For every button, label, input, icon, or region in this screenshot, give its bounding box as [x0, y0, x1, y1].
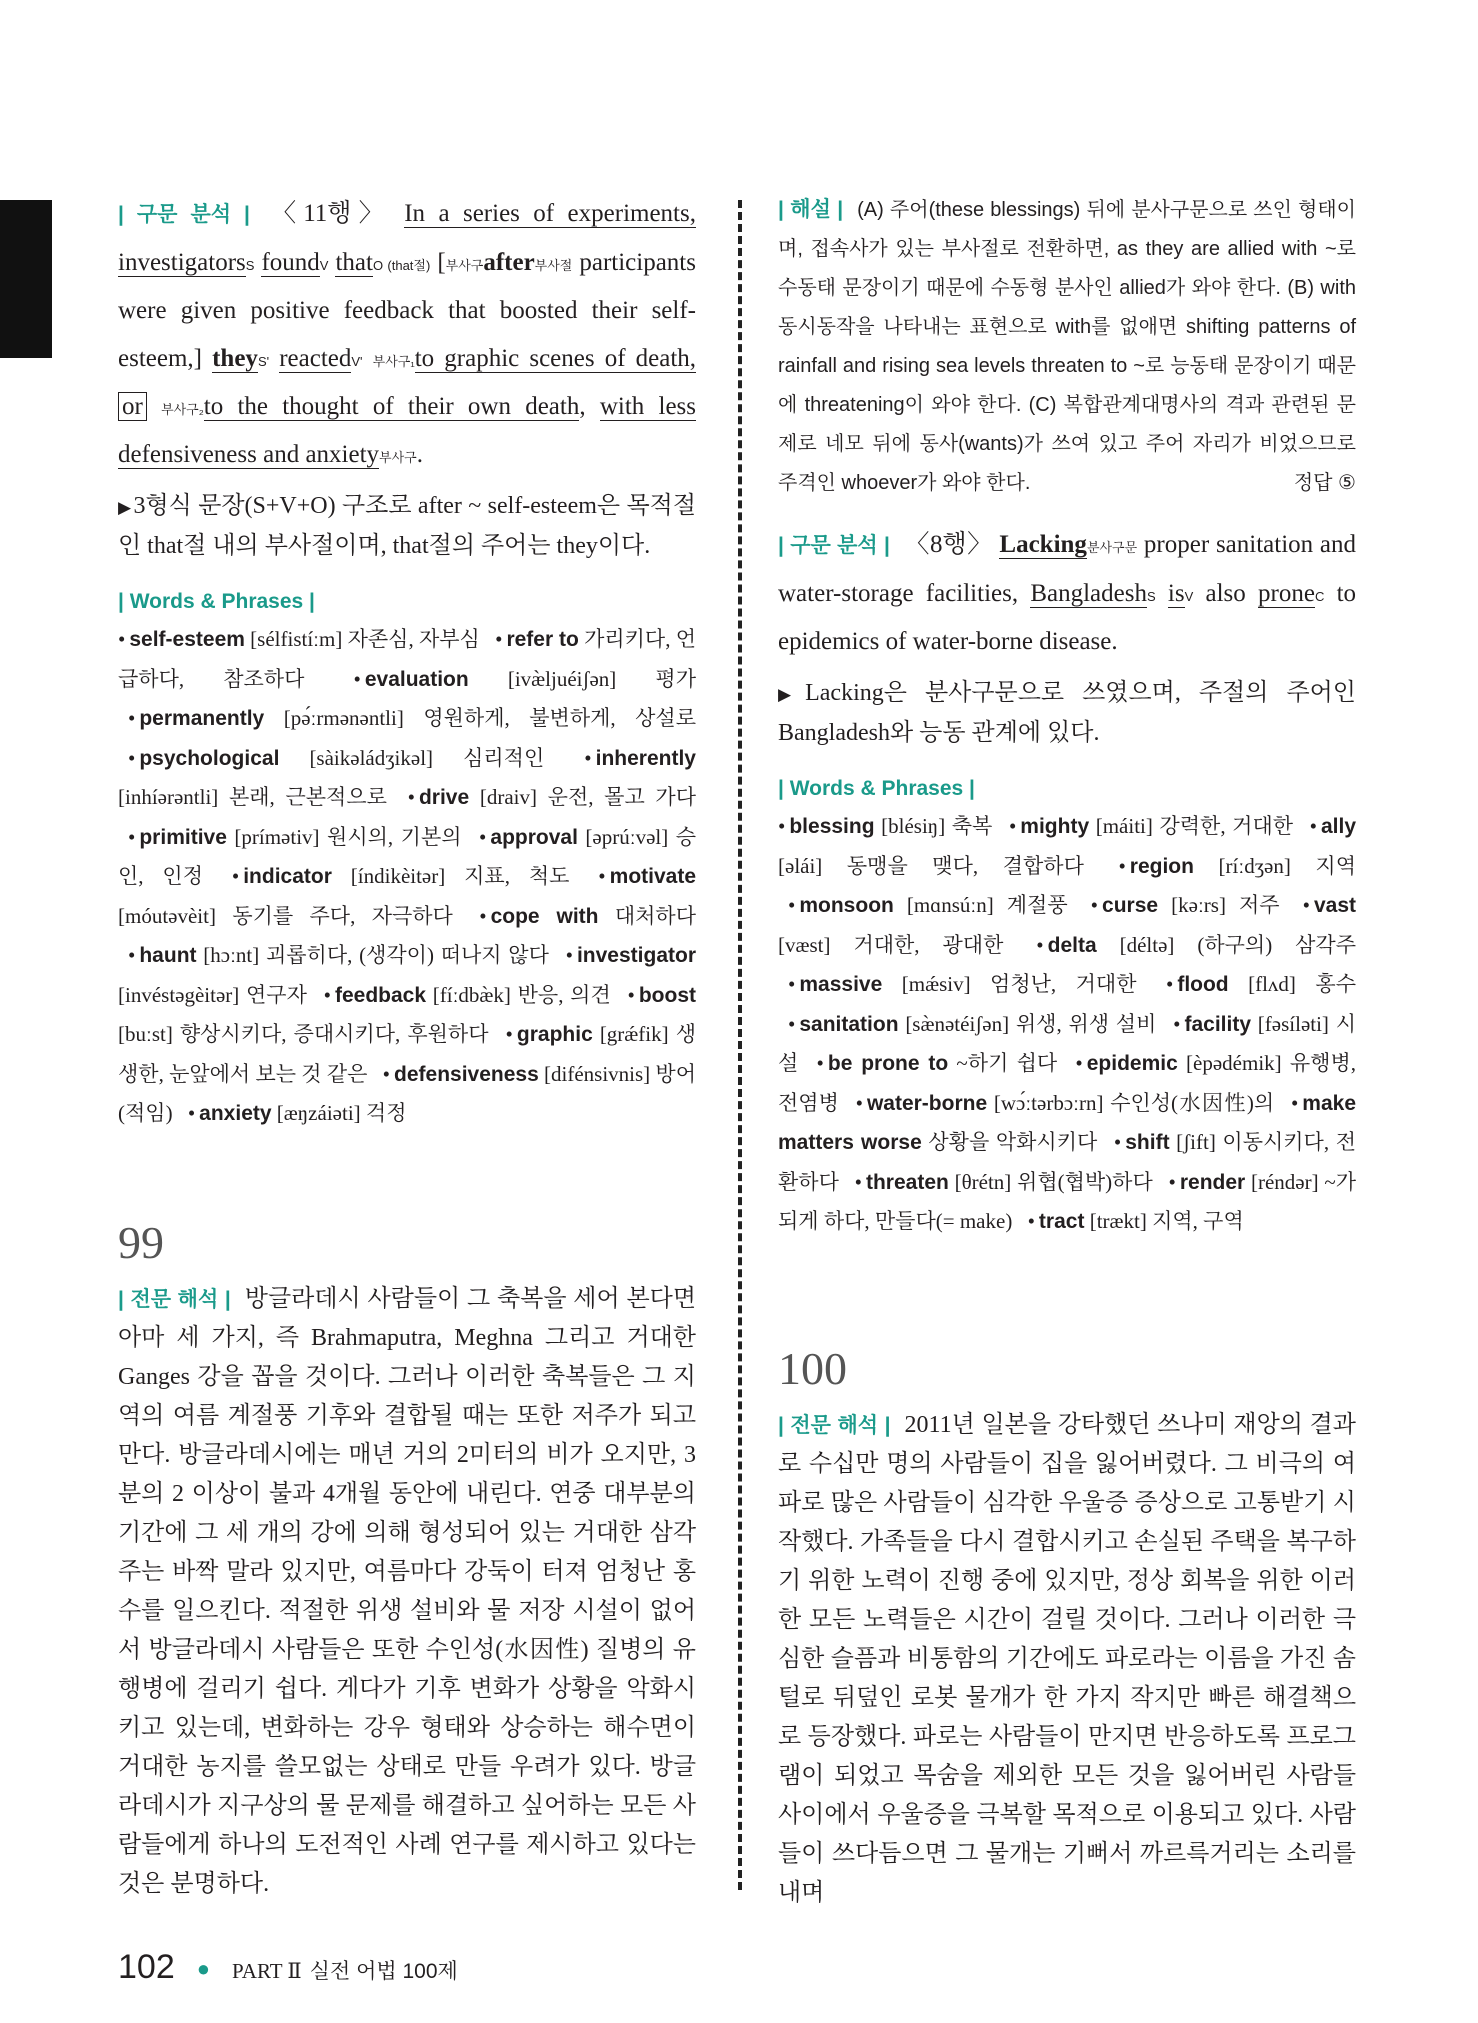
word-pronunciation: [ʃift] [1169, 1130, 1216, 1154]
word-meaning: 홍수 [1295, 972, 1356, 996]
word-meaning: 본래, 근본적으로 [218, 785, 398, 809]
bullet-icon: • [1027, 1209, 1035, 1233]
bullet-icon: • [1118, 853, 1126, 878]
word-meaning: 동기를 주다, 자극하다 [215, 903, 470, 928]
word-term: motivate [609, 865, 696, 888]
word-meaning: 지표, 척도 [445, 864, 589, 888]
question-number: 99 [118, 1216, 164, 1268]
syntax-analysis-8: | 구문 분석 | 〈8행〉 Lacking분사구문 proper sanitation and water-storage facilities, BangladeshS isV also proneC to epidemics of water-borne disease. [778, 531, 1357, 655]
full-translation: | 전문 해석 | 2011년 일본을 강타했던 쓰나미 재앙의 결과로 수십만 명의 사람들이 집을 잃어버렸다. 그 비극의 여파로 많은 사람들이 심각한 우울증 증상으로 고통받기 시작했다. 가족들을 다시 결합시키고 손실된 주택을 복구하기 위한 노력이 진행 중에 있지만, 정상 회복을 위한 이러한 모든 노력들은 시간이 걸릴 것이다. 그러나 이러한 극심한 슬픔과 비통함의 기간에도 파로라는 이름을 가진 솜털로 뒤덮인 로봇 물개가 한 가지 작지만 빠른 해결책으로 등장했다. 파로는 사람들이 만지면 반응하도록 프로그램이 되었고 목숨을 제외한 모든 것을 잃어버린 사람들 사이에서 우울증을 극복할 목적으로 이용되고 있다. 사람들이 쓰다듬으면 그 물개는 기뻐서 까르륵거리는 소리를 내며 [778, 1411, 1356, 1906]
words-phrases-heading: | Words & Phrases | [778, 777, 975, 800]
word-meaning: 생생한, 눈앞에서 보는 것 같은 [118, 1022, 696, 1086]
bullet-icon: • [128, 706, 136, 730]
bullet-icon: • [128, 943, 136, 967]
word-pronunciation: [fíːdbæ̀k] [426, 982, 511, 1007]
part-label: PART Ⅱ [232, 1959, 302, 1983]
bullet-icon: • [118, 627, 126, 651]
bullet-icon: • [128, 824, 136, 849]
word-pronunciation: [sæ̀nətéiʃən] [898, 1011, 1010, 1036]
word-meaning: 향상시키다, 증대시키다, 후원하다 [172, 1022, 496, 1046]
word-meaning: 승인, 인정 [118, 824, 697, 888]
word-pronunciation: [índikèitər] [331, 864, 446, 888]
bullet-icon: • [627, 982, 635, 1007]
word-meaning: 위협(협박)하다 [1011, 1169, 1159, 1194]
word-term: haunt [139, 944, 197, 967]
analysis-note: ▶ Lacking은 분사구문으로 쓰였으며, 주절의 주어인 Bangladesh와 능동 관계에 있다. [778, 674, 1356, 753]
word-entry [118, 943, 556, 967]
word-term: feedback [334, 983, 427, 1007]
word-term: boost [638, 983, 697, 1007]
word-meaning: 평가 [616, 666, 696, 691]
words-phrases-heading: | Words & Phrases | [118, 590, 315, 613]
bullet-icon: • [495, 627, 503, 651]
word-meaning: 가리키다, 언급하다, 참조하다 [118, 627, 697, 691]
word-entry [1108, 854, 1356, 878]
question-number: 100 [778, 1342, 847, 1394]
bullet-icon: • [854, 1169, 862, 1194]
right-column [778, 190, 1356, 1913]
word-pronunciation: [èpədémik] [1177, 1051, 1282, 1075]
word-entry [469, 904, 696, 928]
bullet-icon: • [407, 785, 415, 809]
word-meaning: 방어(적임) [118, 1061, 696, 1125]
word-entry [118, 746, 574, 770]
word-meaning: 반응, 의견 [510, 982, 618, 1007]
word-term: water-borne [866, 1091, 988, 1115]
word-meaning: 심리적인 [433, 745, 575, 770]
bullet-icon: ● [196, 1956, 211, 1982]
bullet-icon: • [565, 943, 573, 967]
word-pronunciation: [æŋzáiəti] [271, 1101, 361, 1125]
word-meaning: 자존심, 자부심 [342, 627, 486, 651]
bullet-icon: • [505, 1022, 513, 1046]
word-term: primitive [139, 825, 227, 849]
word-entry [1081, 893, 1293, 917]
word-meaning: ~가 되게 하다, 만들다(= make) [778, 1169, 1357, 1233]
explanation: | 해설 | (A) 주어(these blessings) 뒤에 분사구문으로 쓰인 형태이며, 접속사가 있는 부사절로 전환하면, as they are allied with ~로 수동태 문장이기 때문에 수동형 분사인 allied가 와야 한다. (B) with 동시동작을 나타내는 표현으로 with를 없애면 shifting patterns of rainfall and rising sea levels threaten to ~로 능동태 문장이기 때문에 threatening이 와야 한다. (C) 복합관계대명사의 격과 관련된 문제로 네모 뒤에 동사(wants)가 쓰여 있고 주어 자리가 비었으므로 주격인 whoever가 와야 한다. 정답 ⑤ [778, 190, 1356, 503]
word-meaning: 위생, 위생 설비 [1009, 1011, 1164, 1036]
bullet-icon: • [584, 745, 592, 770]
words-phrases-list [778, 807, 1356, 1242]
word-meaning: 수인성(水因性)의 [1103, 1090, 1281, 1115]
word-entry [118, 627, 485, 651]
word-term: psychological [139, 746, 280, 770]
word-pronunciation: [wɔ́ːtərbɔːrn] [987, 1090, 1104, 1115]
word-term: make matters worse [778, 1091, 1357, 1154]
word-term: threaten [865, 1170, 949, 1194]
word-pronunciation: [ivæ̀ljuéiʃən] [468, 666, 617, 691]
word-term: be prone to [827, 1052, 949, 1075]
word-pronunciation: [mɑnsúːn] [893, 893, 994, 917]
word-term: indicator [243, 865, 332, 888]
word-term: flood [1177, 973, 1229, 996]
word-pronunciation: [θrétn] [948, 1169, 1012, 1194]
bullet-icon: • [1008, 814, 1017, 838]
word-entry [778, 1012, 1163, 1036]
bullet-icon: • [323, 982, 331, 1007]
word-meaning: 원시의, 기본의 [319, 824, 470, 849]
answer: 정답 ⑤ [1293, 472, 1356, 494]
bullet-icon: • [1309, 814, 1317, 838]
book-title: 실전 어법 100제 [309, 1960, 458, 1983]
bullet-icon: • [788, 1011, 796, 1036]
word-term: tract [1038, 1210, 1085, 1233]
word-term: render [1179, 1170, 1246, 1194]
word-pronunciation: [hɔːnt] [196, 943, 260, 967]
word-meaning: 운전, 몰고 가다 [536, 785, 696, 809]
bullet-icon: • [128, 745, 136, 770]
word-term: vast [1313, 894, 1356, 917]
word-meaning: 저주 [1225, 893, 1293, 917]
word-pronunciation: [flʌd] [1228, 972, 1296, 996]
word-entry [118, 825, 469, 849]
word-meaning: 엄청난, 거대한 [970, 972, 1156, 996]
word-meaning: 대처하다 [598, 903, 696, 928]
word-pronunciation: [sàikəládʒikəl] [279, 745, 434, 770]
word-entry [1156, 972, 1356, 996]
word-meaning: 영원하게, 불변하게, 상설로 [403, 706, 696, 730]
bullet-icon: • [1075, 1051, 1083, 1075]
word-entry [845, 1170, 1159, 1194]
word-entry [314, 983, 618, 1007]
word-term: region [1129, 854, 1194, 878]
word-term: drive [418, 786, 470, 809]
word-entry [999, 814, 1300, 838]
word-meaning: 이동시키다, 전환하다 [778, 1130, 1356, 1194]
word-term: approval [490, 825, 578, 849]
bullet-icon: • [1168, 1169, 1176, 1194]
word-term: curse [1102, 894, 1159, 917]
word-meaning: 지역, 구역 [1146, 1209, 1244, 1233]
bullet-icon: • [1290, 1090, 1299, 1115]
bullet-icon: • [479, 824, 487, 849]
word-entry [1026, 933, 1356, 957]
word-entry [778, 972, 1156, 996]
word-term: sanitation [799, 1012, 899, 1036]
word-term: inherently [595, 746, 696, 770]
word-term: monsoon [799, 894, 894, 917]
analysis-label: | 구문 분석 | [778, 534, 890, 557]
page-footer [118, 1948, 458, 1987]
bullet-icon: • [598, 864, 606, 888]
bullet-icon: • [479, 903, 487, 928]
word-entry [343, 667, 696, 691]
word-term: graphic [516, 1023, 593, 1046]
word-meaning: 유행병, 전염병 [778, 1051, 1356, 1115]
bullet-icon: • [855, 1090, 863, 1115]
word-pronunciation: [ríːdʒən] [1193, 853, 1291, 878]
word-term: refer to [506, 628, 579, 651]
analysis-note: ▶ 3형식 문장(S+V+O) 구조로 after ~ self-esteem은 목적절인 that절 내의 부사절이며, that절의 주어는 they이다. [118, 487, 696, 566]
word-term: facility [1184, 1012, 1252, 1036]
word-entry [778, 893, 1081, 917]
word-pronunciation: [kəːrs] [1158, 893, 1226, 917]
word-entry [846, 1091, 1281, 1115]
bullet-icon: • [187, 1101, 196, 1125]
word-meaning: 걱정 [360, 1101, 407, 1125]
word-pronunciation: [draiv] [469, 785, 537, 809]
word-meaning: 괴롭히다, (생각이) 떠나지 않다 [259, 943, 556, 967]
bullet-icon: • [778, 814, 786, 838]
word-term: blessing [789, 815, 875, 838]
syntax-analysis-11: | 구문 분석 | 〈11행〉 In a series of experiments, investigatorsS foundV thatO (that절) [부사구after부사절 participants were given positive feedback that boosted their self-esteem,] theyS' reactedV' 부사구₁to graphic scenes of death, or 부사구₂to the thought of their own death, with less defensiveness and anxiety부사구. [118, 200, 697, 468]
translation-label: | 전문 해석 | [118, 1287, 231, 1311]
bullet-icon: • [788, 893, 796, 917]
word-pronunciation: [əlái] [778, 853, 823, 878]
bullet-icon: • [1113, 1130, 1122, 1154]
bullet-icon: • [1036, 932, 1044, 957]
word-entry [222, 864, 588, 888]
word-pronunciation: [mǽsiv] [882, 972, 971, 996]
word-pronunciation: [déltə] [1096, 932, 1175, 957]
word-meaning: ~하기 쉽다 [948, 1051, 1066, 1075]
word-entry [778, 814, 999, 838]
word-pronunciation: [prímətiv] [226, 824, 320, 849]
column-divider [738, 200, 742, 1890]
word-entry [178, 1101, 407, 1125]
word-meaning: 상황을 악화시키다 [921, 1130, 1104, 1154]
explanation-label: | 해설 | [778, 198, 844, 221]
full-translation: | 전문 해석 | 방글라데시 사람들이 그 축복을 세어 본다면 아마 세 가지, 즉 Brahmaputra, Meghna 그리고 거대한 Ganges 강을 꼽을 것이다. 그러나 이러한 축복들은 그 지역의 여름 계절풍 기후와 결합될 때는 또한 저주가 되고 만다. 방글라데시에는 매년 거의 2미터의 비가 오지만, 3분의 2 이상이 불과 4개월 동안에 내린다. 연중 대부분의 기간에 그 세 개의 강에 의해 형성되어 있는 거대한 삼각주는 바짝 말라 있지만, 여름마다 강둑이 터져 엄청난 홍수를 일으킨다. 적절한 위생 설비와 물 저장 시설이 없어서 방글라데시 사람들은 또한 수인성(水因性) 질병의 유행병에 걸리기 쉽다. 게다가 기후 변화가 상황을 악화시키고 있는데, 변화하는 강우 형태와 상승하는 해수면이 거대한 농지를 쓸모없는 상태로 만들 우려가 있다. 방글라데시가 지구상의 물 문제를 해결하고 싶어하는 모든 사람들에게 하나의 도전적인 사례 연구를 제시하고 있다는 것은 분명하다. [118, 1285, 697, 1897]
word-term: shift [1125, 1131, 1170, 1154]
word-pronunciation: [buːst] [118, 1022, 173, 1046]
word-entry [1018, 1209, 1244, 1233]
word-term: cope with [490, 904, 599, 928]
word-meaning: (하구의) 삼각주 [1174, 932, 1357, 957]
word-term: self-esteem [129, 628, 245, 651]
word-pronunciation: [invéstəgèitər] [118, 982, 240, 1007]
words-phrases-list [118, 620, 696, 1134]
word-pronunciation: [trækt] [1084, 1209, 1147, 1233]
word-meaning: 시설 [778, 1011, 1356, 1075]
word-term: evaluation [364, 667, 469, 691]
word-meaning: 거대한, 광대한 [830, 932, 1027, 957]
word-term: defensiveness [394, 1062, 539, 1086]
word-entry [118, 706, 696, 730]
analysis-label: | 구문 분석 | [118, 203, 250, 226]
page-number: 102 [118, 1948, 175, 1986]
word-entry [398, 785, 696, 809]
word-term: epidemic [1086, 1052, 1178, 1075]
word-pronunciation: [væst] [778, 932, 831, 957]
word-term: massive [799, 973, 883, 996]
word-pronunciation: [móutəvèit] [118, 903, 216, 928]
word-entry [807, 1051, 1066, 1075]
word-pronunciation: [blésiŋ] [874, 814, 946, 838]
translation-label: | 전문 해석 | [778, 1413, 891, 1437]
word-meaning: 동맹을 맺다, 결합하다 [822, 853, 1109, 878]
word-pronunciation: [pə́ːrmənəntli] [264, 706, 404, 730]
word-term: investigator [576, 944, 696, 967]
word-meaning: 계절풍 [993, 893, 1081, 917]
left-column [118, 190, 696, 1904]
word-pronunciation: [grǽfik] [592, 1022, 669, 1046]
word-meaning: 강력한, 거대한 [1152, 814, 1300, 838]
word-pronunciation: [máiti] [1089, 814, 1153, 838]
bullet-icon: • [231, 864, 240, 888]
bullet-icon: • [816, 1051, 824, 1075]
bullet-icon: • [788, 972, 796, 996]
bullet-icon: • [1165, 972, 1174, 996]
word-meaning: 지역 [1290, 853, 1356, 878]
bullet-icon: • [382, 1061, 391, 1086]
bullet-icon: • [1302, 893, 1310, 917]
word-term: delta [1047, 933, 1097, 957]
word-pronunciation: [inhíərəntli] [118, 785, 219, 809]
section-tab [0, 200, 52, 358]
word-term: mighty [1020, 815, 1090, 838]
word-meaning: 연구자 [239, 982, 314, 1007]
bullet-icon: • [1090, 893, 1099, 917]
word-pronunciation: [əprúːvəl] [577, 824, 669, 849]
word-meaning: 축복 [945, 814, 999, 838]
word-pronunciation: [réndər] [1245, 1169, 1319, 1194]
word-pronunciation: [fəsíləti] [1251, 1011, 1329, 1036]
word-term: ally [1320, 815, 1356, 838]
word-term: permanently [139, 707, 265, 730]
bullet-icon: • [353, 666, 361, 691]
word-pronunciation: [difénsivnis] [538, 1061, 651, 1086]
word-term: anxiety [199, 1102, 272, 1125]
word-pronunciation: [sélfistíːm] [244, 627, 343, 651]
bullet-icon: • [1173, 1011, 1181, 1036]
